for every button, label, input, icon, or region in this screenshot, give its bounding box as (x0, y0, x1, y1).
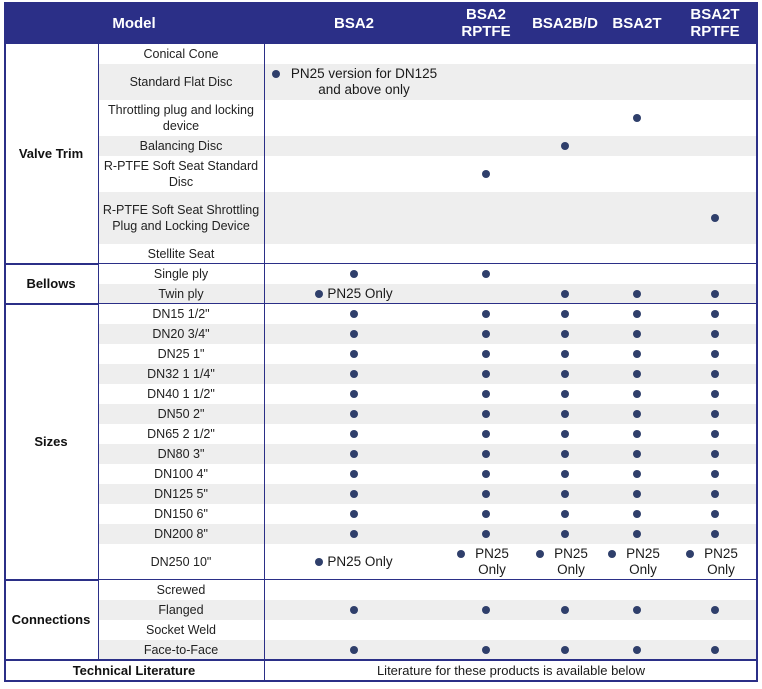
bullet-dot-icon (350, 530, 358, 538)
row-label-text: Balancing Disc (139, 139, 223, 153)
table-cell (602, 384, 672, 404)
bullet-dot-icon (457, 550, 465, 558)
bullet-dot-icon (561, 310, 569, 318)
bullet-dot-icon (315, 290, 323, 298)
row-label (98, 600, 264, 620)
footer-text: Literature for these products is available below (376, 663, 646, 678)
table-cell (528, 324, 602, 344)
row-label (98, 444, 264, 464)
table-cell (444, 600, 528, 620)
table-cell (444, 504, 528, 524)
bullet-dot-icon (711, 470, 719, 478)
bullet-dot-icon (350, 646, 358, 654)
bullet-dot-icon (482, 170, 490, 178)
row-label-text: DN20 3/4" (152, 327, 210, 341)
table-cell (444, 524, 528, 544)
bullet-dot-icon (482, 330, 490, 338)
bullet-dot-icon (711, 490, 719, 498)
table-cell (264, 64, 444, 100)
bullet-dot-icon (633, 330, 641, 338)
bullet-dot-icon (711, 290, 719, 298)
table-cell (602, 324, 672, 344)
bullet-dot-icon (350, 330, 358, 338)
row-label-text: Socket Weld (146, 623, 216, 637)
bullet-dot-icon (711, 606, 719, 614)
row-label (98, 64, 264, 100)
row-label (98, 404, 264, 424)
row-label (98, 424, 264, 444)
bullet-dot-icon (711, 310, 719, 318)
table-cell (528, 484, 602, 504)
table-cell (672, 404, 758, 424)
row-label (98, 580, 264, 600)
table-cell (528, 384, 602, 404)
group-valve-trim (4, 44, 98, 264)
bullet-dot-icon (561, 606, 569, 614)
row-label-text: DN32 1 1/4" (147, 367, 215, 381)
footer-literature-text (264, 660, 758, 682)
header-col-bsa2 (264, 2, 444, 44)
row-label-text: DN15 1/2" (152, 307, 210, 321)
header-col-text: BSA2T (612, 14, 662, 32)
row-label (98, 620, 264, 640)
note (272, 66, 444, 98)
bullet-dot-icon (482, 370, 490, 378)
row-label (98, 640, 264, 660)
bullet-dot-icon (350, 450, 358, 458)
table-cell (672, 364, 758, 384)
table-cell (528, 504, 602, 524)
table-cell (444, 264, 528, 284)
table-cell (444, 444, 528, 464)
row-label-text: Single ply (153, 267, 209, 281)
row-label (98, 304, 264, 324)
row-label (98, 344, 264, 364)
bullet-dot-icon (482, 430, 490, 438)
row-label (98, 284, 264, 304)
bullet-dot-icon (350, 270, 358, 278)
note-text: PN25 version for DN125 and above only (290, 66, 438, 97)
note (686, 546, 744, 578)
table-cell (444, 384, 528, 404)
row-label (98, 464, 264, 484)
bullet-dot-icon (561, 450, 569, 458)
table-cell (602, 404, 672, 424)
bullet-dot-icon (482, 510, 490, 518)
bullet-dot-icon (350, 310, 358, 318)
note (536, 546, 594, 578)
group-sizes (4, 304, 98, 580)
bullet-dot-icon (633, 646, 641, 654)
table-cell (264, 404, 444, 424)
table-cell (528, 600, 602, 620)
table-cell (264, 524, 444, 544)
row-label-text: Screwed (156, 583, 206, 597)
bullet-dot-icon (711, 530, 719, 538)
table-cell (528, 444, 602, 464)
bullet-dot-icon (561, 290, 569, 298)
row-label-text: Stellite Seat (147, 247, 215, 261)
table-cell (672, 640, 758, 660)
table-cell (528, 404, 602, 424)
table-cell (602, 544, 672, 580)
table-cell (672, 324, 758, 344)
table-cell (444, 464, 528, 484)
row-label-text: DN250 10" (150, 555, 212, 569)
header-col-text: BSA2 RPTFE (461, 6, 511, 40)
bullet-dot-icon (711, 450, 719, 458)
table-cell (672, 504, 758, 524)
header-col-bsa2t-rptfe (672, 2, 758, 44)
bullet-dot-icon (633, 114, 641, 122)
table-cell (672, 524, 758, 544)
header-col-text: BSA2B/D (532, 14, 598, 32)
row-label (98, 100, 264, 136)
bullet-dot-icon (711, 646, 719, 654)
row-label-text: Flanged (158, 603, 204, 617)
row-label-text: Twin ply (158, 287, 204, 301)
table-cell (528, 136, 602, 156)
table-divider (4, 680, 758, 682)
row-label-text: DN25 1" (157, 347, 205, 361)
table-cell (444, 324, 528, 344)
bullet-dot-icon (711, 410, 719, 418)
table-cell (264, 264, 444, 284)
table-cell (672, 544, 758, 580)
bullet-dot-icon (482, 310, 490, 318)
bullet-dot-icon (561, 390, 569, 398)
bullet-dot-icon (561, 530, 569, 538)
table-cell (264, 484, 444, 504)
bullet-dot-icon (711, 430, 719, 438)
row-label-text: R-PTFE Soft Seat Standard Disc (103, 159, 259, 189)
note-text: PN25 Only (626, 546, 660, 577)
bullet-dot-icon (711, 214, 719, 222)
table-cell (444, 364, 528, 384)
bullet-dot-icon (711, 330, 719, 338)
table-divider (4, 660, 758, 661)
bullet-dot-icon (633, 370, 641, 378)
bullet-dot-icon (711, 510, 719, 518)
table-cell (264, 324, 444, 344)
table-cell (672, 344, 758, 364)
bullet-dot-icon (561, 646, 569, 654)
footer-label-text: Technical Literature (72, 663, 196, 678)
bullet-dot-icon (633, 350, 641, 358)
note (608, 546, 666, 578)
group-label: Connections (11, 612, 91, 627)
table-cell (528, 344, 602, 364)
bullet-dot-icon (633, 470, 641, 478)
table-cell (672, 384, 758, 404)
header-col-bsa2-rptfe (444, 2, 528, 44)
bullet-dot-icon (350, 470, 358, 478)
table-divider (264, 44, 265, 682)
row-label-text: DN40 1 1/2" (147, 387, 215, 401)
note-text: PN25 Only (475, 546, 509, 577)
row-label (98, 264, 264, 284)
row-label (98, 524, 264, 544)
note (315, 286, 392, 302)
bullet-dot-icon (272, 70, 280, 78)
row-label-text: DN80 3" (157, 447, 205, 461)
table-cell (528, 544, 602, 580)
bullet-dot-icon (350, 430, 358, 438)
row-label (98, 136, 264, 156)
group-bellows (4, 264, 98, 304)
bullet-dot-icon (482, 270, 490, 278)
table-cell (528, 284, 602, 304)
bullet-dot-icon (482, 606, 490, 614)
header-col-text: BSA2T RPTFE (690, 6, 740, 40)
table-cell (264, 304, 444, 324)
table-cell (264, 444, 444, 464)
bullet-dot-icon (633, 430, 641, 438)
row-label (98, 504, 264, 524)
bullet-dot-icon (350, 606, 358, 614)
table-cell (602, 484, 672, 504)
table-cell (444, 404, 528, 424)
bullet-dot-icon (561, 470, 569, 478)
row-label-text: DN150 6" (154, 507, 208, 521)
bullet-dot-icon (633, 310, 641, 318)
bullet-dot-icon (711, 390, 719, 398)
note (315, 554, 392, 570)
table-cell (672, 600, 758, 620)
note-text: PN25 Only (554, 546, 588, 577)
bullet-dot-icon (711, 350, 719, 358)
bullet-dot-icon (350, 350, 358, 358)
header-col-bsa2b-d (528, 2, 602, 44)
table-cell (444, 424, 528, 444)
bullet-dot-icon (350, 410, 358, 418)
table-cell (264, 364, 444, 384)
row-label (98, 364, 264, 384)
bullet-dot-icon (561, 510, 569, 518)
footer-label (4, 660, 264, 682)
bullet-dot-icon (482, 390, 490, 398)
bullet-dot-icon (561, 350, 569, 358)
bullet-dot-icon (482, 350, 490, 358)
table-cell (672, 444, 758, 464)
table-cell (602, 304, 672, 324)
table-cell (602, 504, 672, 524)
bullet-dot-icon (315, 558, 323, 566)
table-cell (264, 384, 444, 404)
table-cell (264, 464, 444, 484)
row-band (264, 136, 758, 156)
table-cell (672, 464, 758, 484)
row-label (98, 484, 264, 504)
bullet-dot-icon (633, 410, 641, 418)
row-label (98, 192, 264, 244)
table-cell (528, 424, 602, 444)
table-cell (264, 344, 444, 364)
table-cell (602, 464, 672, 484)
group-connections (4, 580, 98, 660)
bullet-dot-icon (482, 450, 490, 458)
row-label-text: Throttling plug and locking device (108, 103, 254, 133)
table-cell (602, 100, 672, 136)
table-cell (672, 192, 758, 244)
table-cell (602, 424, 672, 444)
row-label (98, 244, 264, 264)
table-cell (602, 524, 672, 544)
note-text: PN25 Only (704, 546, 738, 577)
table-cell (528, 364, 602, 384)
bullet-dot-icon (482, 470, 490, 478)
row-label-text: Conical Cone (143, 47, 219, 61)
table-cell (264, 284, 444, 304)
bullet-dot-icon (686, 550, 694, 558)
bullet-dot-icon (608, 550, 616, 558)
bullet-dot-icon (536, 550, 544, 558)
row-label-text: DN65 2 1/2" (147, 427, 215, 441)
bullet-dot-icon (350, 510, 358, 518)
table-cell (602, 284, 672, 304)
row-label-text: Standard Flat Disc (129, 75, 233, 89)
table-cell (444, 304, 528, 324)
header-model-text: Model (112, 14, 156, 32)
bullet-dot-icon (561, 430, 569, 438)
table-cell (602, 364, 672, 384)
table-divider (756, 2, 758, 682)
table-cell (528, 524, 602, 544)
table-cell (672, 304, 758, 324)
note-text: PN25 Only (327, 554, 393, 569)
bullet-dot-icon (561, 330, 569, 338)
table-cell (264, 600, 444, 620)
bullet-dot-icon (350, 370, 358, 378)
table-cell (602, 600, 672, 620)
table-cell (672, 424, 758, 444)
bullet-dot-icon (350, 390, 358, 398)
bullet-dot-icon (633, 530, 641, 538)
table-cell (602, 444, 672, 464)
table-cell (444, 344, 528, 364)
note-text: PN25 Only (327, 286, 393, 301)
table-cell (528, 464, 602, 484)
row-label (98, 156, 264, 192)
row-label-text: DN100 4" (154, 467, 208, 481)
table-cell (444, 544, 528, 580)
row-label (98, 384, 264, 404)
table-divider (98, 44, 99, 660)
header-col-text: BSA2 (333, 14, 374, 32)
bullet-dot-icon (561, 142, 569, 150)
bullet-dot-icon (561, 490, 569, 498)
table-cell (264, 504, 444, 524)
table-cell (528, 640, 602, 660)
bullet-dot-icon (633, 450, 641, 458)
row-label-text: R-PTFE Soft Seat Shrottling Plug and Locking Device (102, 203, 260, 233)
bullet-dot-icon (633, 290, 641, 298)
bullet-dot-icon (482, 490, 490, 498)
table-cell (528, 304, 602, 324)
row-label-text: Face-to-Face (143, 643, 219, 657)
table-cell (264, 640, 444, 660)
bullet-dot-icon (350, 490, 358, 498)
bullet-dot-icon (633, 490, 641, 498)
table-cell (602, 640, 672, 660)
bullet-dot-icon (633, 510, 641, 518)
bullet-dot-icon (633, 606, 641, 614)
table-cell (264, 424, 444, 444)
bullet-dot-icon (561, 410, 569, 418)
header-col-bsa2t (602, 2, 672, 44)
row-label (98, 44, 264, 64)
table-cell (444, 156, 528, 192)
table-cell (444, 640, 528, 660)
table-cell (264, 544, 444, 580)
row-label-text: DN125 5" (154, 487, 208, 501)
bullet-dot-icon (633, 390, 641, 398)
group-label: Bellows (26, 276, 76, 291)
header-model-label (74, 2, 194, 44)
bullet-dot-icon (482, 646, 490, 654)
row-label (98, 544, 264, 580)
table-cell (602, 344, 672, 364)
table-divider (4, 2, 6, 682)
bullet-dot-icon (711, 370, 719, 378)
row-label-text: DN200 8" (154, 527, 208, 541)
table-cell (672, 484, 758, 504)
table-cell (672, 284, 758, 304)
group-label: Sizes (34, 434, 68, 449)
note (457, 546, 515, 578)
bullet-dot-icon (482, 530, 490, 538)
row-label (98, 324, 264, 344)
group-label: Valve Trim (18, 146, 84, 161)
bullet-dot-icon (482, 410, 490, 418)
bullet-dot-icon (561, 370, 569, 378)
row-label-text: DN50 2" (157, 407, 205, 421)
table-cell (444, 484, 528, 504)
